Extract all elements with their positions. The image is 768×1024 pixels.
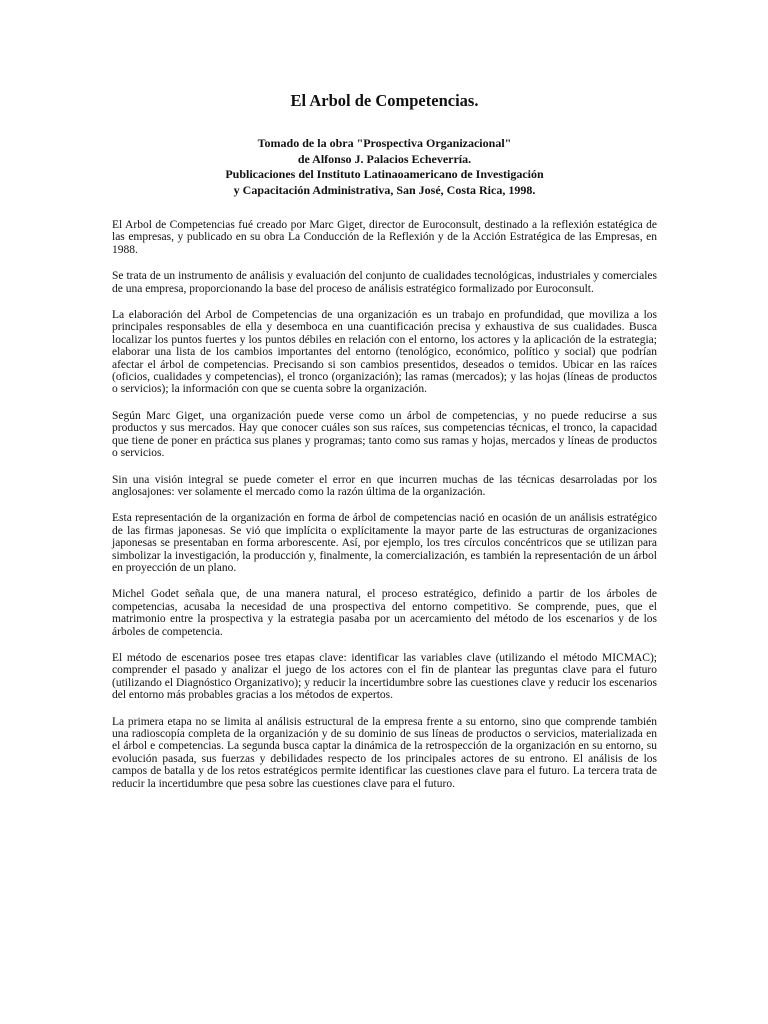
source-line: Tomado de la obra "Prospectiva Organizacional" <box>257 136 512 150</box>
body-paragraph: El Arbol de Competencias fué creado por Marc Giget, director de Euroconsult, destinado a la reflexión estatégica de las empresas, y publicado en su obra La Conducción de la Reflexión y de la Acción Estratégica de las Empresas, en 1988. <box>112 219 657 256</box>
source-line: de Alfonso J. Palacios Echeverría. <box>297 151 472 166</box>
body-paragraph: Se trata de un instrumento de análisis y evaluación del conjunto de cualidades tecnológicas, industriales y comerciales de una empresa, proporcionando la base del proceso de análisis estratégico formalizado por Euroconsult. <box>112 270 657 295</box>
source-line: y Capacitación Administrativa, San José, Costa Rica, 1998. <box>233 182 536 197</box>
body-paragraph: La elaboración del Arbol de Competencias de una organización es un trabajo en profundidad, que moviliza a los principales responsables de ella y desemboca en una cuantificación precisa y exhaustiva de sus cualidades. Busca localizar los puntos fuertes y los puntos débiles en relación con el entorno, los actores y la aplicación de la estrategia; elaborar una lista de los cambios importantes del entorno (tenológico, económico, político y social) que podrían afectar el árbol de competencias. Precisando si son cambios presentidos, deseados o temidos. Ubicar en las raíces (oficios, cualidades y competencias), el tronco (organización); las ramas (mercados); y las hojas (líneas de productos o servicios); la información con que se cuenta sobre la organización. <box>112 309 657 396</box>
body-paragraph: El método de escenarios posee tres etapas clave: identificar las variables clave (utilizando el método MICMAC); comprender el pasado y analizar el juego de los actores con el fin de plantear las preguntas clave para el futuro (utilizando el Diagnóstico Organizativo); y reducir la incertidumbre sobre las cuestiones clave y reducir los escenarios del entorno más probables gracias a los métodos de expertos. <box>112 651 657 702</box>
body-paragraph: Esta representación de la organización en forma de árbol de competencias nació en ocasión de un análisis estratégico de las firmas japonesas. Se vió que implícita o explícitamente la mayor parte de las estructuras de organizaciones japonesas se presentaban en forma arborescente. Así, por ejemplo, los tres círculos concéntricos que se utilizan para simbolizar la investigación, la producción y, finalmente, la comercialización, es también la representación de un árbol en proyección de un plano. <box>112 512 657 574</box>
body-paragraph: Según Marc Giget, una organización puede verse como un árbol de competencias, y no puede reducirse a sus productos y sus mercados. Hay que conocer cuáles son sus raíces, sus competencias técnicas, el tronco, la capacidad que tiene de poner en práctica sus planes y programas; tanto como sus ramas y hojas, mercados y líneas de productos o servicios. <box>112 409 657 460</box>
source-citation <box>112 136 657 198</box>
body-paragraph: La primera etapa no se limita al análisis estructural de la empresa frente a su entorno, sino que comprende también una radioscopía completa de la organización y de su dominio de sus líneas de productos o servicios, materializada en el árbol e competencias. La segunda busca captar la dinámica de la retrospección de la organización en su entorno, su evolución pasada, sus fuerzas y debilidades respecto de los principales actores de su entrono. El análisis de los campos de batalla y de los retos estratégicos permite identificar las cuestiones clave para el futuro. La tercera trata de reducir la incertidumbre que pesa sobre las cuestiones clave para el futuro. <box>112 715 657 790</box>
body-paragraph: Sin una visión integral se puede cometer el error en que incurren muchas de las técnicas desarroladas por los anglosajones: ver solamente el mercado como la razón última de la organización. <box>112 473 657 498</box>
document-body <box>112 219 657 804</box>
document-title: El Arbol de Competencias. <box>290 91 479 110</box>
body-paragraph: Michel Godet señala que, de una manera natural, el proceso estratégico, definido a partir de los árboles de competencias, acusaba la necesidad de una prospectiva del entorno competitivo. Se comprende, pues, que el matrimonio entre la prospectiva y la estrategia pasaba por un acercamiento del método de los escenarios y de los árboles de competencia. <box>112 588 657 638</box>
source-line: Publicaciones del Instituto Latinaoamericano de Investigación <box>225 167 544 181</box>
